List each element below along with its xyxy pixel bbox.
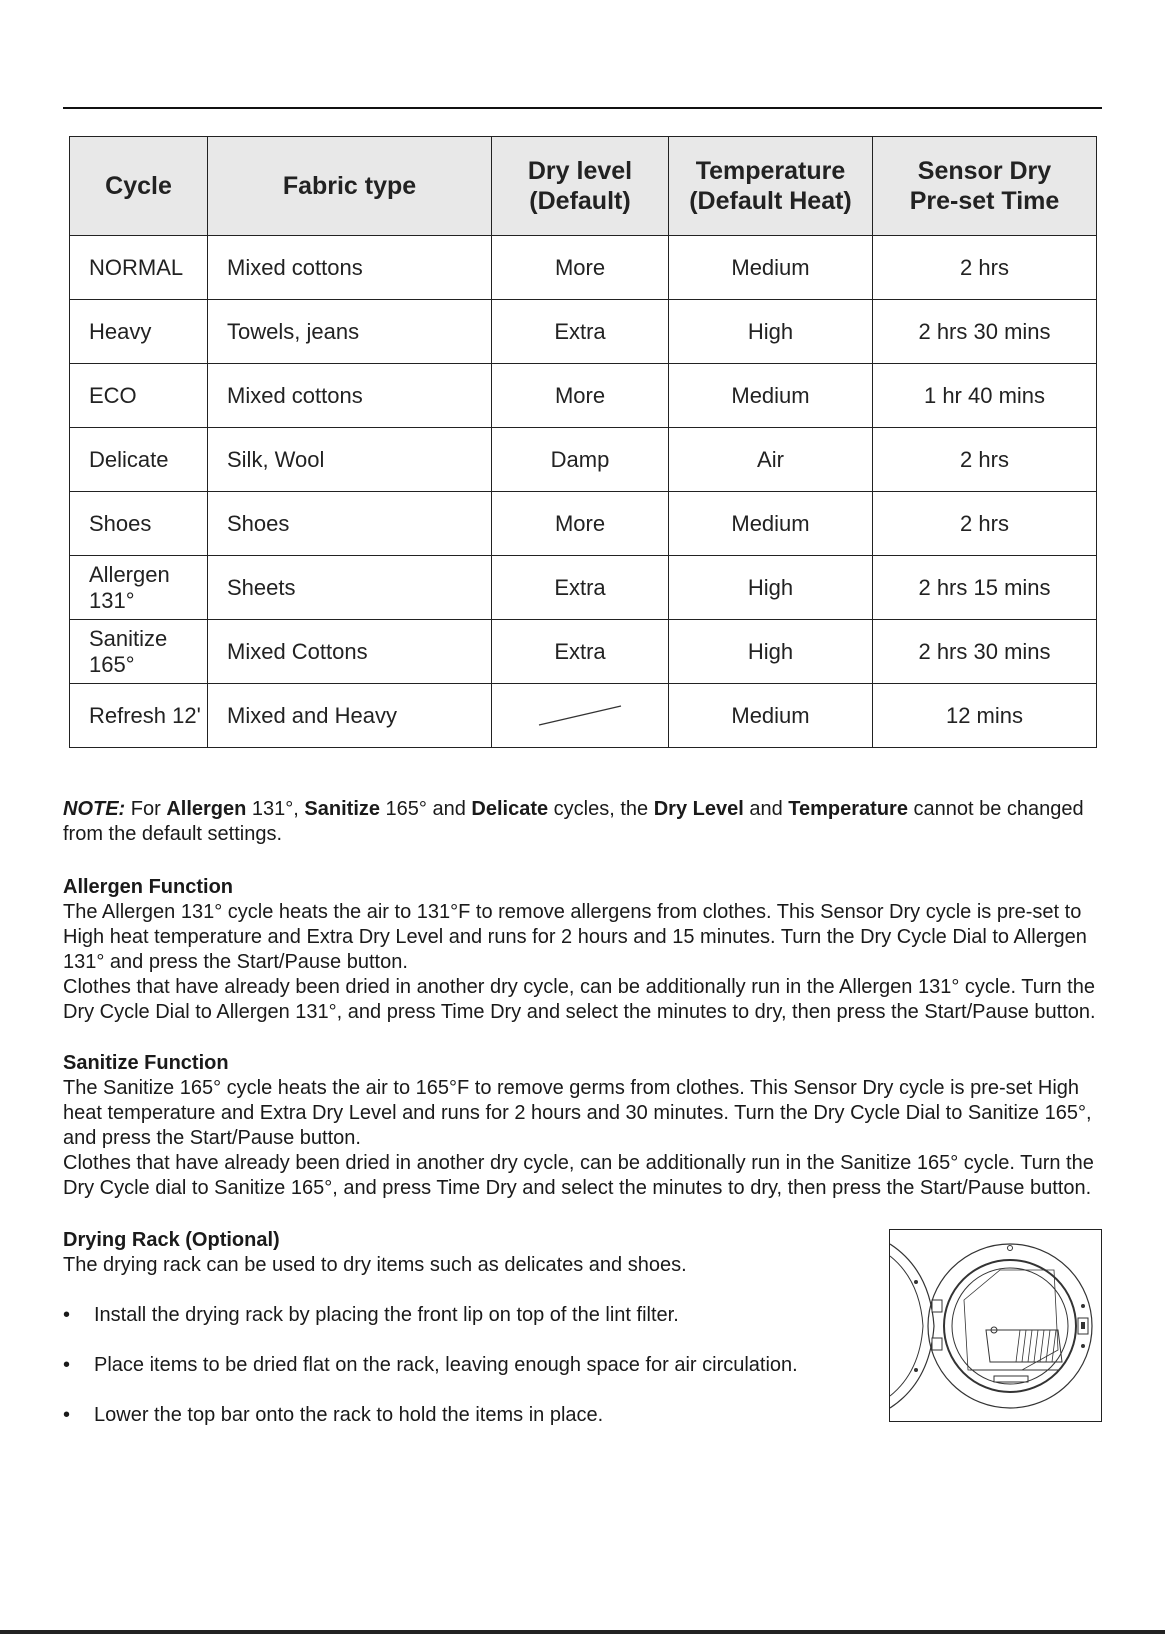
allergen-section	[63, 875, 1103, 1025]
cell-temperature: High	[669, 300, 873, 364]
cell-dry-level: Damp	[492, 428, 669, 492]
note-paragraph	[63, 797, 1103, 847]
cycle-table	[69, 136, 1097, 748]
not-applicable-dash	[537, 703, 623, 729]
table-row	[70, 556, 1097, 620]
cell-fabric: Mixed cottons	[208, 364, 492, 428]
list-item-text: Install the drying rack by placing the front lip on top of the lint filter.	[94, 1304, 679, 1326]
cell-fabric: Sheets	[208, 556, 492, 620]
list-item	[63, 1403, 863, 1428]
list-item	[63, 1303, 863, 1328]
header-fabric-type: Fabric type	[208, 137, 492, 236]
note-bold: Sanitize	[304, 798, 380, 820]
cell-cycle: NORMAL	[70, 236, 208, 300]
top-rule	[63, 107, 1102, 109]
table-row	[70, 428, 1097, 492]
table-row	[70, 620, 1097, 684]
cell-time: 1 hr 40 mins	[873, 364, 1097, 428]
cell-time: 2 hrs 30 mins	[873, 300, 1097, 364]
cell-time: 2 hrs 30 mins	[873, 620, 1097, 684]
note-text: and	[743, 798, 789, 820]
table-row	[70, 492, 1097, 556]
cell-time: 2 hrs	[873, 492, 1097, 556]
cell-cycle: ECO	[70, 364, 208, 428]
table-row	[70, 300, 1097, 364]
cell-cycle: Delicate	[70, 428, 208, 492]
bullet-icon: •	[63, 1354, 71, 1376]
cell-time: 2 hrs	[873, 236, 1097, 300]
cell-fabric: Silk, Wool	[208, 428, 492, 492]
cell-temperature: Air	[669, 428, 873, 492]
note-text: 131°,	[246, 798, 305, 820]
table-row	[70, 684, 1097, 748]
cell-cycle: Allergen 131°	[70, 556, 208, 620]
cell-cycle: Heavy	[70, 300, 208, 364]
table-row	[70, 236, 1097, 300]
sanitize-section	[63, 1051, 1103, 1201]
sanitize-heading: Sanitize Function	[63, 1052, 229, 1074]
note-text: cannot be changed from the default settings.	[63, 798, 1084, 845]
rack-heading: Drying Rack (Optional)	[63, 1229, 280, 1251]
rack-section	[63, 1228, 863, 1453]
cell-fabric: Mixed cottons	[208, 236, 492, 300]
list-item	[63, 1353, 863, 1378]
note-bold: Temperature	[788, 798, 908, 820]
cell-temperature: Medium	[669, 364, 873, 428]
note-bold: Allergen	[166, 798, 247, 820]
sanitize-paragraph-1: The Sanitize 165° cycle heats the air to 165°F to remove germs from clothes. This Sensor Dry cycle is pre-set High heat temperature and Extra Dry Level and runs for 2 hours and 30 minutes. Turn the Dry Cycle Dial to Sanitize 165°, and press the Start/Pause button.	[63, 1077, 1092, 1149]
cell-fabric: Mixed and Heavy	[208, 684, 492, 748]
bottom-edge	[0, 1630, 1165, 1634]
rack-instructions-list	[63, 1303, 863, 1428]
cell-temperature: High	[669, 556, 873, 620]
table-row	[70, 364, 1097, 428]
cell-dry-level-not-applicable	[492, 684, 669, 748]
cell-fabric: Towels, jeans	[208, 300, 492, 364]
cell-cycle: Refresh 12'	[70, 684, 208, 748]
table-header-row	[70, 137, 1097, 236]
cell-fabric: Mixed Cottons	[208, 620, 492, 684]
bullet-icon: •	[63, 1404, 71, 1426]
dryer-door-rack-drawing	[890, 1230, 1101, 1421]
cell-dry-level: Extra	[492, 556, 669, 620]
note-text: cycles, the	[548, 798, 654, 820]
cell-fabric: Shoes	[208, 492, 492, 556]
allergen-paragraph-2: Clothes that have already been dried in another dry cycle, can be additionally run in the Allergen 131° cycle. Turn the Dry Cycle Dial to Allergen 131°, and press Time Dry and select the minutes to dry, then press the Start/Pause button.	[63, 976, 1096, 1023]
header-dry-level: Dry level (Default)	[492, 137, 669, 236]
note-bold: Delicate	[471, 798, 549, 820]
drying-rack-illustration	[889, 1229, 1102, 1422]
cell-cycle: Sanitize 165°	[70, 620, 208, 684]
allergen-heading: Allergen Function	[63, 876, 233, 898]
cell-dry-level: Extra	[492, 300, 669, 364]
cell-time: 12 mins	[873, 684, 1097, 748]
cell-temperature: Medium	[669, 492, 873, 556]
cell-temperature: Medium	[669, 684, 873, 748]
cell-temperature: Medium	[669, 236, 873, 300]
rack-intro: The drying rack can be used to dry items such as delicates and shoes.	[63, 1254, 687, 1276]
cell-dry-level: Extra	[492, 620, 669, 684]
note-bold: Dry Level	[653, 798, 744, 820]
list-item-text: Lower the top bar onto the rack to hold the items in place.	[94, 1404, 604, 1426]
note-text: For	[125, 798, 167, 820]
list-item-text: Place items to be dried flat on the rack, leaving enough space for air circulation.	[94, 1354, 798, 1376]
note-label: NOTE:	[63, 798, 126, 820]
header-cycle: Cycle	[70, 137, 208, 236]
header-sensor-dry-time: Sensor Dry Pre-set Time	[873, 137, 1097, 236]
cell-dry-level: More	[492, 236, 669, 300]
cell-time: 2 hrs	[873, 428, 1097, 492]
cell-temperature: High	[669, 620, 873, 684]
header-temperature: Temperature (Default Heat)	[669, 137, 873, 236]
cell-dry-level: More	[492, 364, 669, 428]
cell-dry-level: More	[492, 492, 669, 556]
allergen-paragraph-1: The Allergen 131° cycle heats the air to 131°F to remove allergens from clothes. This Sensor Dry cycle is pre-set to High heat temperature and Extra Dry Level and runs for 2 hours and 15 minutes. Turn the Dry Cycle Dial to Allergen 131° and press the Start/Pause button.	[63, 901, 1087, 973]
note-text: 165° and	[380, 798, 472, 820]
bullet-icon: •	[63, 1304, 71, 1326]
cell-cycle: Shoes	[70, 492, 208, 556]
cell-time: 2 hrs 15 mins	[873, 556, 1097, 620]
sanitize-paragraph-2: Clothes that have already been dried in another dry cycle, can be additionally run in the Sanitize 165° cycle. Turn the Dry Cycle dial to Sanitize 165°, and press Time Dry and select the minutes to dry, then press the Start/Pause button.	[63, 1152, 1094, 1199]
